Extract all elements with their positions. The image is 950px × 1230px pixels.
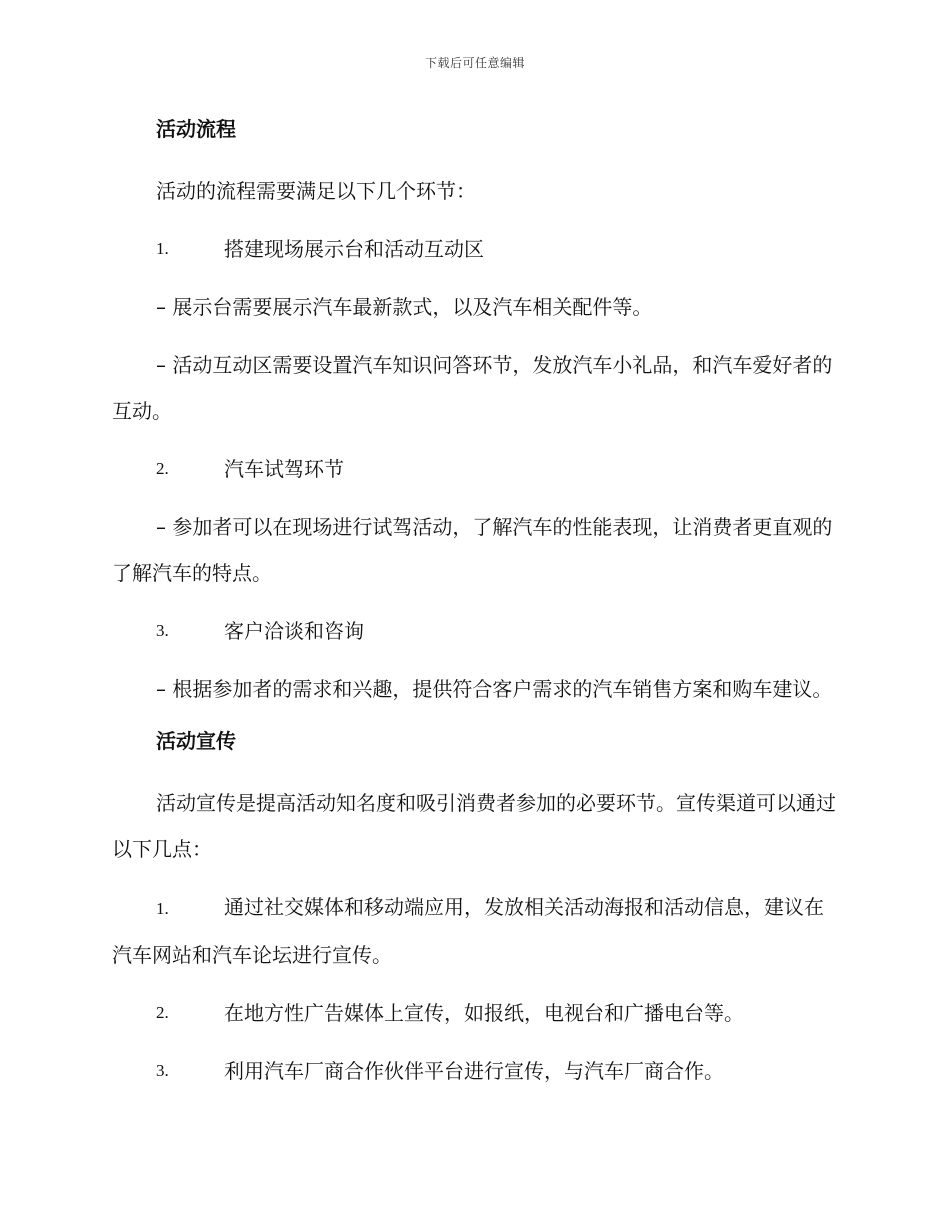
list-label: 客户洽谈和咨询 [224,619,364,643]
section-title-process: 活动流程 [156,117,236,141]
list-item [112,608,836,654]
list-detail: – 活动互动区需要设置汽车知识问答环节，发放汽车小礼品，和汽车爱好者的互动。 [112,353,833,423]
list-number: 1. [156,899,169,918]
list-label: 在地方性广告媒体上宣传，如报纸，电视台和广播电台等。 [224,1001,744,1025]
section-intro-process: 活动的流程需要满足以下几个环节： [156,179,476,203]
list-item [112,446,836,492]
list-number: 3. [156,1061,169,1080]
header-note: 下载后可任意编辑 [424,56,525,70]
section-intro-promotion: 活动宣传是提高活动知名度和吸引消费者参加的必要环节。宣传渠道可以通过以下几点： [112,791,836,861]
document-body [112,112,836,1106]
list-item [112,1048,836,1094]
list-item [112,884,836,978]
list-number: 2. [156,1003,169,1022]
list-number: 1. [156,239,169,258]
section-title-promotion: 活动宣传 [156,729,236,753]
list-label: 搭建现场展示台和活动互动区 [224,237,484,261]
list-item [112,226,836,272]
list-item [112,990,836,1036]
list-detail: – 根据参加者的需求和兴趣，提供符合客户需求的汽车销售方案和购车建议。 [156,677,833,701]
list-number: 3. [156,621,169,640]
list-label: 通过社交媒体和移动端应用，发放相关活动海报和活动信息，建议在汽车网站和汽车论坛进行宣传。 [112,895,824,967]
list-detail: – 参加者可以在现场进行试驾活动，了解汽车的性能表现，让消费者更直观的了解汽车的特点。 [112,515,833,585]
list-label: 汽车试驾环节 [224,457,344,481]
list-detail: – 展示台需要展示汽车最新款式，以及汽车相关配件等。 [156,295,653,319]
list-label: 利用汽车厂商合作伙伴平台进行宣传，与汽车厂商合作。 [224,1059,724,1083]
list-number: 2. [156,459,169,478]
